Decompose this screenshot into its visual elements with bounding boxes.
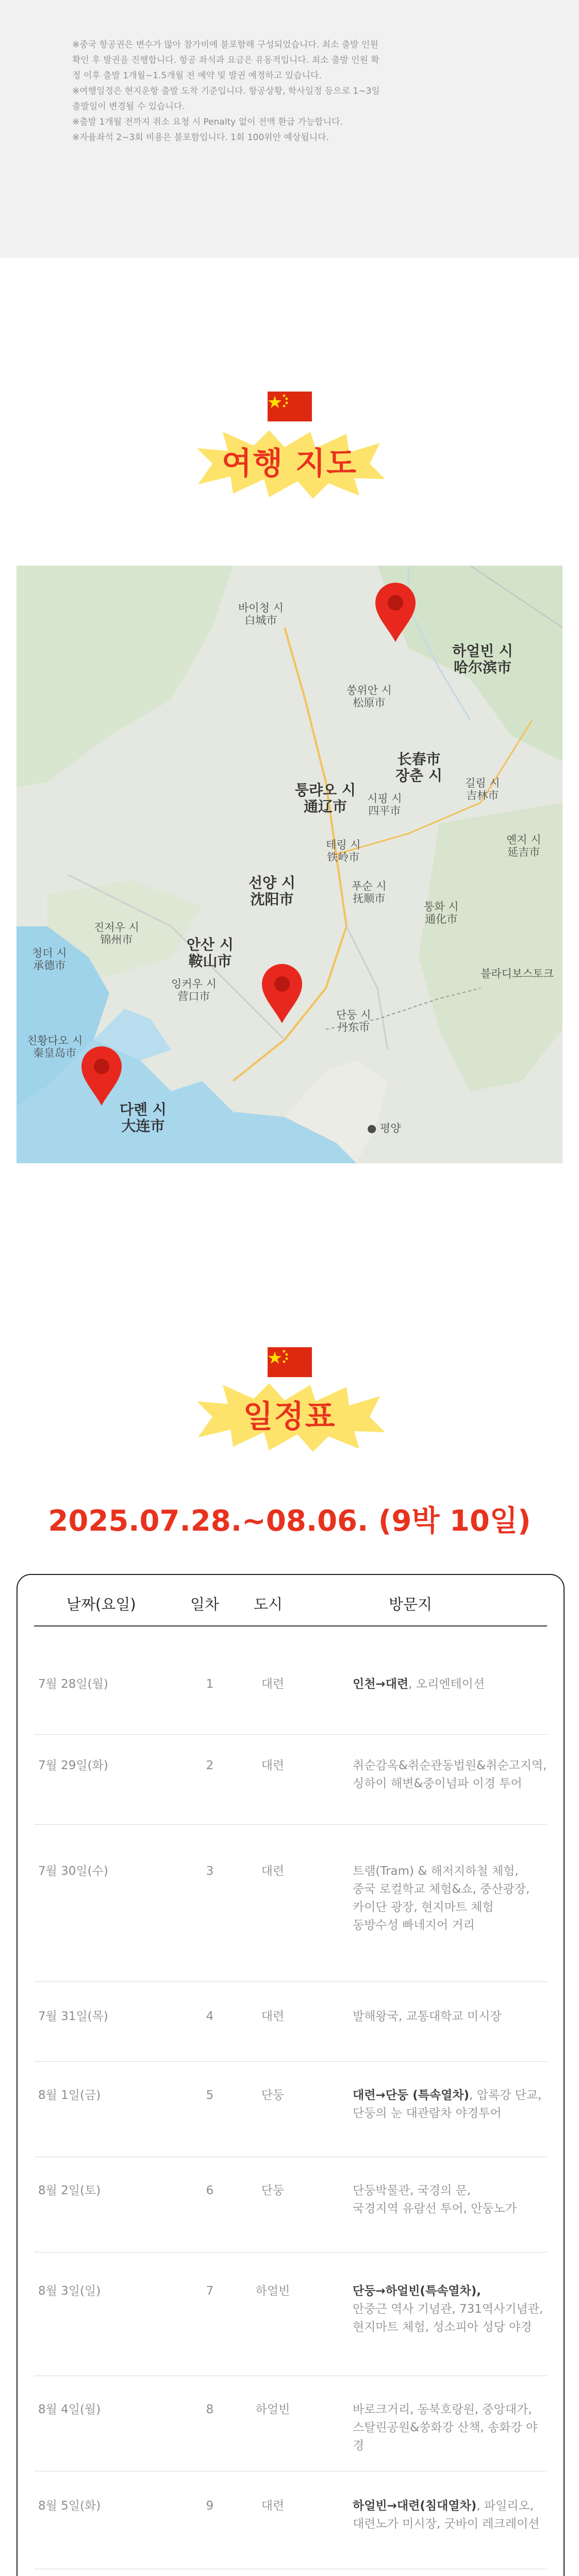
row-plan	[353, 2087, 549, 2123]
plan-segment: 중국 로컬학교 체험&쇼, 중산광장,	[353, 1882, 530, 1896]
table-row	[18, 1645, 564, 1735]
map-label-tongliao: 퉁랴오 시 通辽市	[295, 782, 356, 815]
plan-segment: 취순감옥&취순관동법원&취순고지역,	[353, 1758, 547, 1772]
row-day: 1	[206, 1677, 214, 1691]
plan-line	[353, 2300, 549, 2318]
map-label-jinzhou: 진저우 시 锦州市	[94, 921, 139, 946]
plan-line	[353, 2087, 549, 2105]
row-plan	[353, 2282, 549, 2336]
row-city: 하얼빈	[255, 2402, 290, 2416]
notice-line: 정 이후 출발 1개월~1.5개월 전 예약 및 발권 예정하고 있습니다.	[72, 71, 322, 81]
table-row	[18, 1735, 564, 1825]
plan-line	[353, 2008, 549, 2026]
row-city: 대련	[261, 2010, 285, 2023]
row-city: 하얼빈	[255, 2284, 290, 2298]
map-label-fushun: 푸순 시 抚顺市	[352, 880, 387, 905]
plan-segment: 현지마트 체험, 성소피아 성당 야경	[353, 2320, 532, 2334]
row-date: 7월 29일(화)	[38, 1758, 108, 1772]
map-label-pyongyang: ● 평양	[367, 1122, 401, 1134]
row-plan	[353, 2401, 549, 2455]
plan-line	[353, 2515, 549, 2533]
row-city: 단둥	[261, 2088, 285, 2102]
map-label-jilin: 길림 시 吉林市	[465, 777, 500, 802]
map-label-qinhuangdao: 친황다오 시 秦皇岛市	[27, 1035, 83, 1059]
map-label-yingkou: 잉커우 시 营口市	[171, 978, 217, 1003]
notice-line: ※여행일정은 현지운항 출발 도착 기준입니다. 항공상황, 학사일정 등으로 1~3일	[72, 86, 380, 96]
map-label-songyuan: 쑹위안 시 松原市	[346, 684, 392, 709]
table-row	[18, 2471, 564, 2569]
table-row	[18, 2376, 564, 2471]
plan-line	[353, 1862, 549, 1880]
row-day: 3	[206, 1864, 214, 1878]
schedule-title	[192, 1381, 388, 1453]
plan-segment: 국경지역 유람선 투어, 안둥노가	[353, 2201, 517, 2215]
table-row	[18, 2157, 564, 2252]
map-label-baicheng: 바이청 시 白城市	[238, 602, 284, 626]
plan-segment: 단둥→하얼빈(특속열차),	[353, 2284, 481, 2298]
map-label-tieling: 테링 시 铁岭市	[326, 839, 361, 863]
map-pin-dalian-icon[interactable]	[78, 1045, 125, 1108]
plan-line	[353, 1675, 549, 1693]
row-date: 7월 28일(월)	[38, 1677, 108, 1691]
row-day: 7	[206, 2284, 214, 2298]
map-label-yanji: 옌지 시 延吉市	[506, 834, 541, 858]
row-day: 6	[206, 2183, 214, 2197]
plan-line	[353, 1899, 549, 1917]
map-label-anshan: 안산 시 鞍山市	[187, 936, 234, 970]
plan-segment: , 압록강 단교,	[469, 2088, 542, 2102]
plan-line	[353, 2497, 549, 2515]
plan-line	[353, 2318, 549, 2336]
table-header-city: 도시	[254, 1596, 283, 1613]
row-date: 8월 2일(토)	[38, 2183, 101, 2197]
plan-segment: 동방수성 빠네지어 거리	[353, 1918, 475, 1932]
plan-segment: 인천→대련	[353, 1677, 409, 1691]
notice-text	[72, 37, 510, 145]
row-date: 7월 31일(목)	[38, 2010, 108, 2023]
table-row	[18, 2569, 564, 2576]
notice-section	[0, 0, 579, 258]
plan-line	[353, 2282, 549, 2300]
plan-segment: , 파일리오,	[476, 2499, 534, 2513]
row-day: 2	[206, 1758, 214, 1772]
table-row	[18, 2252, 564, 2376]
table-row	[18, 1825, 564, 1982]
plan-segment: 대련→단둥 (특속열차)	[353, 2088, 470, 2102]
plan-line	[353, 2105, 549, 2123]
row-date: 7월 30일(수)	[38, 1864, 108, 1878]
row-city: 대련	[261, 1758, 285, 1772]
row-day: 5	[206, 2088, 214, 2102]
schedule-table	[16, 1574, 565, 2576]
map-label-dalian: 다롄 시 大连市	[120, 1101, 167, 1134]
map-pin-dandong-icon[interactable]	[259, 962, 305, 1025]
plan-segment: 바로크거리, 동북호랑원, 중앙대가,	[353, 2402, 532, 2416]
row-plan	[353, 1757, 549, 1793]
map-label-vladivostok: 블라디보스토크	[481, 968, 554, 980]
row-plan	[353, 2497, 549, 2533]
plan-segment: 안중근 역사 기념관, 731역사기념관,	[353, 2302, 543, 2316]
row-city: 대련	[261, 1864, 285, 1878]
plan-line	[353, 2401, 549, 2419]
table-header-plan: 방문지	[389, 1596, 433, 1613]
table-row	[18, 2062, 564, 2157]
map-label-tonghua: 퉁화 시 通化市	[424, 901, 459, 925]
notice-line: ※출발 1개월 전까지 취소 요청 시 Penalty 없이 전액 환급 가능합니다.	[72, 117, 343, 127]
map-pin-harbin-icon[interactable]	[372, 581, 419, 644]
row-plan	[353, 2182, 549, 2218]
table-header-day: 일차	[190, 1596, 220, 1613]
china-flag-icon	[268, 1347, 312, 1377]
travel-map[interactable]	[16, 566, 563, 1163]
plan-segment: 트램(Tram) & 해저지하철 체험,	[353, 1864, 519, 1878]
china-flag-icon	[268, 392, 312, 421]
plan-segment: 스탈린공원&쑹화강 산책, 송화강 야경	[353, 2420, 538, 2452]
plan-line	[353, 1775, 549, 1793]
table-header-divider	[34, 1625, 547, 1626]
plan-line	[353, 2419, 549, 2455]
notice-line: 출발일이 변경될 수 있습니다.	[72, 101, 185, 112]
plan-line	[353, 2200, 549, 2218]
plan-segment: 하얼빈→대련(침대열차)	[353, 2499, 477, 2513]
map-label-dandong: 단둥 시 丹东市	[336, 1009, 371, 1033]
row-date: 8월 1일(금)	[38, 2088, 101, 2102]
plan-segment: 카이단 광장, 현지마트 체험	[353, 1900, 494, 1914]
plan-line	[353, 2182, 549, 2200]
notice-line: ※중국 항공권은 변수가 많아 참가비에 불포함해 구성되었습니다. 최소 출발 인원	[72, 40, 378, 50]
plan-segment: 단둥의 눈 대관람차 야경투어	[353, 2106, 502, 2120]
table-row	[18, 1982, 564, 2062]
plan-line	[353, 1917, 549, 1935]
row-city: 대련	[261, 1677, 285, 1691]
plan-segment: 단둥박물관, 국경의 문,	[353, 2183, 471, 2197]
map-label-harbin: 하얼빈 시 哈尔滨市	[452, 642, 513, 676]
map-title-text: 여행 지도	[222, 446, 357, 482]
row-date: 8월 4일(월)	[38, 2402, 101, 2416]
plan-segment: 대련노가 미시장, 굿바이 레크레이션	[353, 2517, 540, 2531]
map-label-changchun: 长春市 장춘 시	[395, 751, 442, 784]
plan-segment: 싱하이 해변&중이넘파 이경 투어	[353, 1776, 522, 1790]
row-date: 8월 5일(화)	[38, 2499, 101, 2513]
row-city: 대련	[261, 2499, 285, 2513]
plan-segment: , 오리엔테이션	[408, 1677, 485, 1691]
row-day: 4	[206, 2010, 214, 2023]
row-plan	[353, 1862, 549, 1935]
map-label-shenyang: 선양 시 沈阳市	[249, 874, 295, 908]
map-label-chengde: 청더 시 承德市	[32, 947, 67, 972]
row-date: 8월 3일(일)	[38, 2284, 101, 2298]
row-day: 9	[206, 2499, 214, 2513]
row-day: 8	[206, 2402, 214, 2416]
plan-line	[353, 1757, 549, 1775]
row-plan	[353, 1675, 549, 1693]
schedule-date-range: 2025.07.28.~08.06. (9박 10일)	[48, 1504, 531, 1538]
plan-segment: 발해왕국, 교통대학교 미시장	[353, 2010, 502, 2023]
table-header-date: 날짜(요일)	[67, 1596, 136, 1613]
row-city: 단둥	[261, 2183, 285, 2197]
row-plan	[353, 2008, 549, 2026]
schedule-title-text: 일정표	[243, 1399, 336, 1435]
map-title	[192, 428, 388, 500]
plan-line	[353, 1880, 549, 1899]
map-label-siping: 시핑 시 四平市	[367, 792, 402, 817]
notice-line: ※자율좌석 2~3회 비용은 불포함입니다. 1회 100위안 예상됩니다.	[72, 132, 329, 143]
notice-line: 확인 후 발권을 진행합니다. 항공 좌석과 요금은 유동적입니다. 최소 출발 인원 확	[72, 55, 379, 65]
